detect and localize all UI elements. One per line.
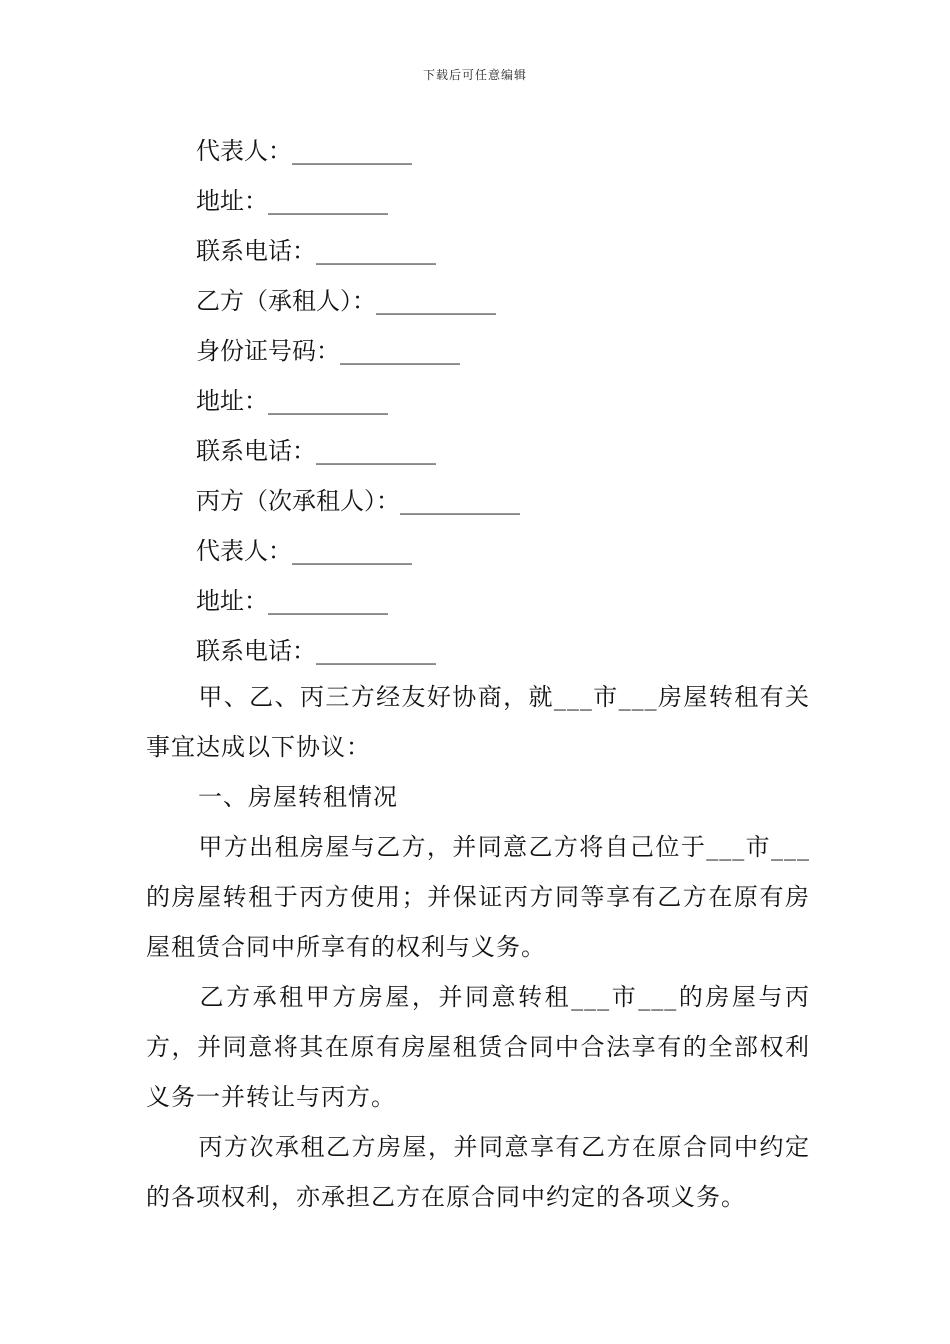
page-header-note: 下载后可任意编辑 bbox=[422, 68, 527, 82]
field-jia-representative: 代表人：__________ bbox=[196, 137, 412, 165]
paragraph-yi-terms-text: 乙方承租甲方房屋，并同意转租___市___的房屋与丙方，并同意将其在原有房屋租赁合同中合法享有的全部权利义务一并转让与丙方。 bbox=[146, 983, 810, 1111]
field-yi-address: 地址：__________ bbox=[196, 387, 388, 415]
paragraph-bing-terms bbox=[146, 1122, 810, 1222]
paragraph-jia-terms bbox=[146, 822, 810, 972]
field-bing-representative: 代表人：__________ bbox=[196, 537, 412, 565]
field-yi-lessee: 乙方（承租人）：__________ bbox=[196, 287, 496, 315]
field-bing-address: 地址：__________ bbox=[196, 587, 388, 615]
field-bing-sublessee: 丙方（次承租人）：__________ bbox=[196, 487, 520, 515]
section-heading-text: 一、房屋转租情况 bbox=[198, 783, 398, 811]
paragraph-yi-terms bbox=[146, 972, 810, 1122]
field-jia-address: 地址：__________ bbox=[196, 187, 388, 215]
field-jia-phone: 联系电话：__________ bbox=[196, 237, 436, 265]
paragraph-intro-text: 甲、乙、丙三方经友好协商，就___市___房屋转租有关事宜达成以下协议： bbox=[146, 683, 810, 761]
field-yi-id-number: 身份证号码：__________ bbox=[196, 337, 460, 365]
paragraph-bing-terms-text: 丙方次承租乙方房屋，并同意享有乙方在原合同中约定的各项权利，亦承担乙方在原合同中约定的各项义务。 bbox=[146, 1133, 810, 1211]
paragraph-jia-terms-text: 甲方出租房屋与乙方，并同意乙方将自己位于___市___的房屋转租于丙方使用；并保证丙方同等享有乙方在原有房屋租赁合同中所享有的权利与义务。 bbox=[146, 833, 810, 961]
paragraph-intro bbox=[146, 672, 810, 772]
section-heading-sublease bbox=[146, 772, 810, 822]
field-yi-phone: 联系电话：__________ bbox=[196, 437, 436, 465]
field-bing-phone: 联系电话：__________ bbox=[196, 637, 436, 665]
